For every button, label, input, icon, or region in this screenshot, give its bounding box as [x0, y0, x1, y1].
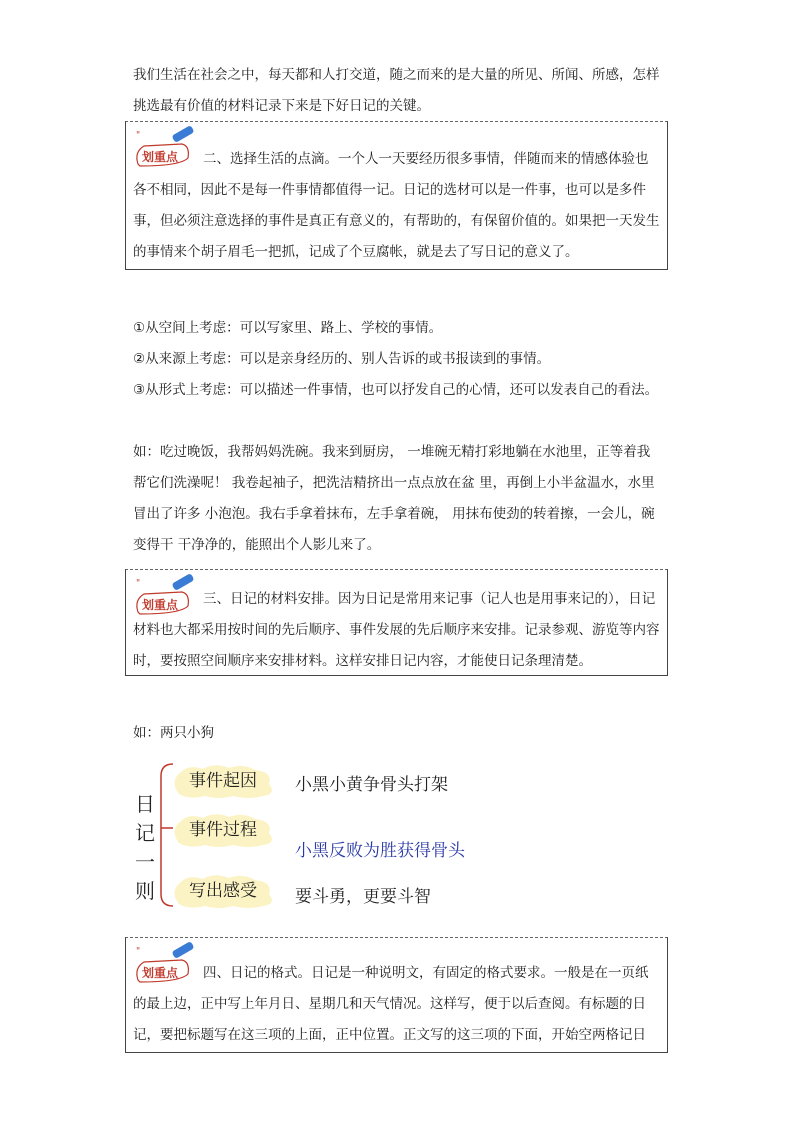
example-2-label: 如：两只小狗: [133, 725, 214, 741]
point-3: ③从形式上考虑：可以描述一件事情，也可以抒发自己的心情，还可以发表自己的看法。: [133, 382, 659, 398]
point-2: ②从来源上考虑：可以是亲身经历的、别人告诉的或书报读到的事情。: [133, 351, 551, 367]
diary-structure-diagram: [133, 760, 553, 910]
cloud-process: [169, 813, 277, 847]
svg-text:划重点: 划重点: [142, 966, 179, 980]
note-box-section-4: [125, 937, 668, 1053]
note-box-section-2: [125, 121, 668, 270]
side-char: 则: [135, 879, 155, 903]
point-1: ①从空间上考虑：可以写家里、路上、学校的事情。: [133, 320, 443, 336]
branch-text-feeling: 要斗勇，更要斗智: [295, 887, 431, 907]
svg-text:划重点: 划重点: [142, 150, 179, 164]
cloud-cause: [169, 764, 277, 798]
branch-text-cause: 小黑小黄争骨头打架: [295, 775, 448, 795]
side-char: 一: [135, 850, 155, 874]
svg-text:": ": [136, 947, 141, 957]
svg-text:": ": [136, 579, 141, 589]
section-4-text: 四、日记的格式。日记是一种说明文，有固定的格式要求。一般是在一页纸的最上边，正中写上年月日、星期几和天气情况。这样写，便于以后查阅。有标题的日记，要把标题写在这三项的上面，正中位置。正文写的这三项的下面，开始空两格记日: [133, 965, 649, 1043]
cloud-label: 事件起因: [189, 771, 257, 791]
section-2-text: 二、选择生活的点滴。一个人一天要经历很多事情，伴随而来的情感体验也各不相同，因此不是每一件事情都值得一记。日记的选材可以是一件事，也可以是多件事，但必须注意选择的事件是真正有意义的，有帮助的，有保留价值的。如果把一天发生的事情来个胡子眉毛一把抓，记成了个豆腐帐，就是去了写日记的意义了。: [133, 151, 660, 260]
svg-text:划重点: 划重点: [142, 598, 179, 612]
intro-paragraph: 我们生活在社会之中，每天都和人打交道，随之而来的是大量的所见、所闻、所感，怎样挑选最有价值的材料记录下来是下好日记的关键。: [133, 67, 660, 114]
section-3-text: 三、日记的材料安排。因为日记是常用来记事（记人也是用事来记的），日记材料也大都采用按时间的先后顺序、事件发展的先后顺序来安排。记录参观、游览等内容时，要按照空间顺序来安排材料。这样安排日记内容，才能使日记条理清楚。: [133, 591, 660, 669]
cloud-feeling: [169, 874, 277, 908]
cloud-label: 写出感受: [189, 881, 257, 901]
side-char: 记: [135, 821, 155, 845]
cloud-label: 事件过程: [189, 820, 257, 840]
svg-text:": ": [136, 131, 141, 141]
note-box-section-3: [125, 569, 668, 676]
side-char: 日: [135, 792, 155, 816]
branch-text-process: 小黑反败为胜获得骨头: [295, 841, 465, 861]
example-1-paragraph: 如：吃过晚饭，我帮妈妈洗碗。我来到厨房， 一堆碗无精打彩地躺在水池里，正等着我 帮它们洗澡呢！ 我卷起袖子，把洗洁精挤出一点点放在盆 里，再倒上小半盆温水，水里冒出了许多 小泡泡。我右手拿着抹布，左手拿着碗， 用抹布使劲的转着擦，一会儿，碗变得干 干净净的，能照出个人影儿来了。: [133, 444, 655, 553]
